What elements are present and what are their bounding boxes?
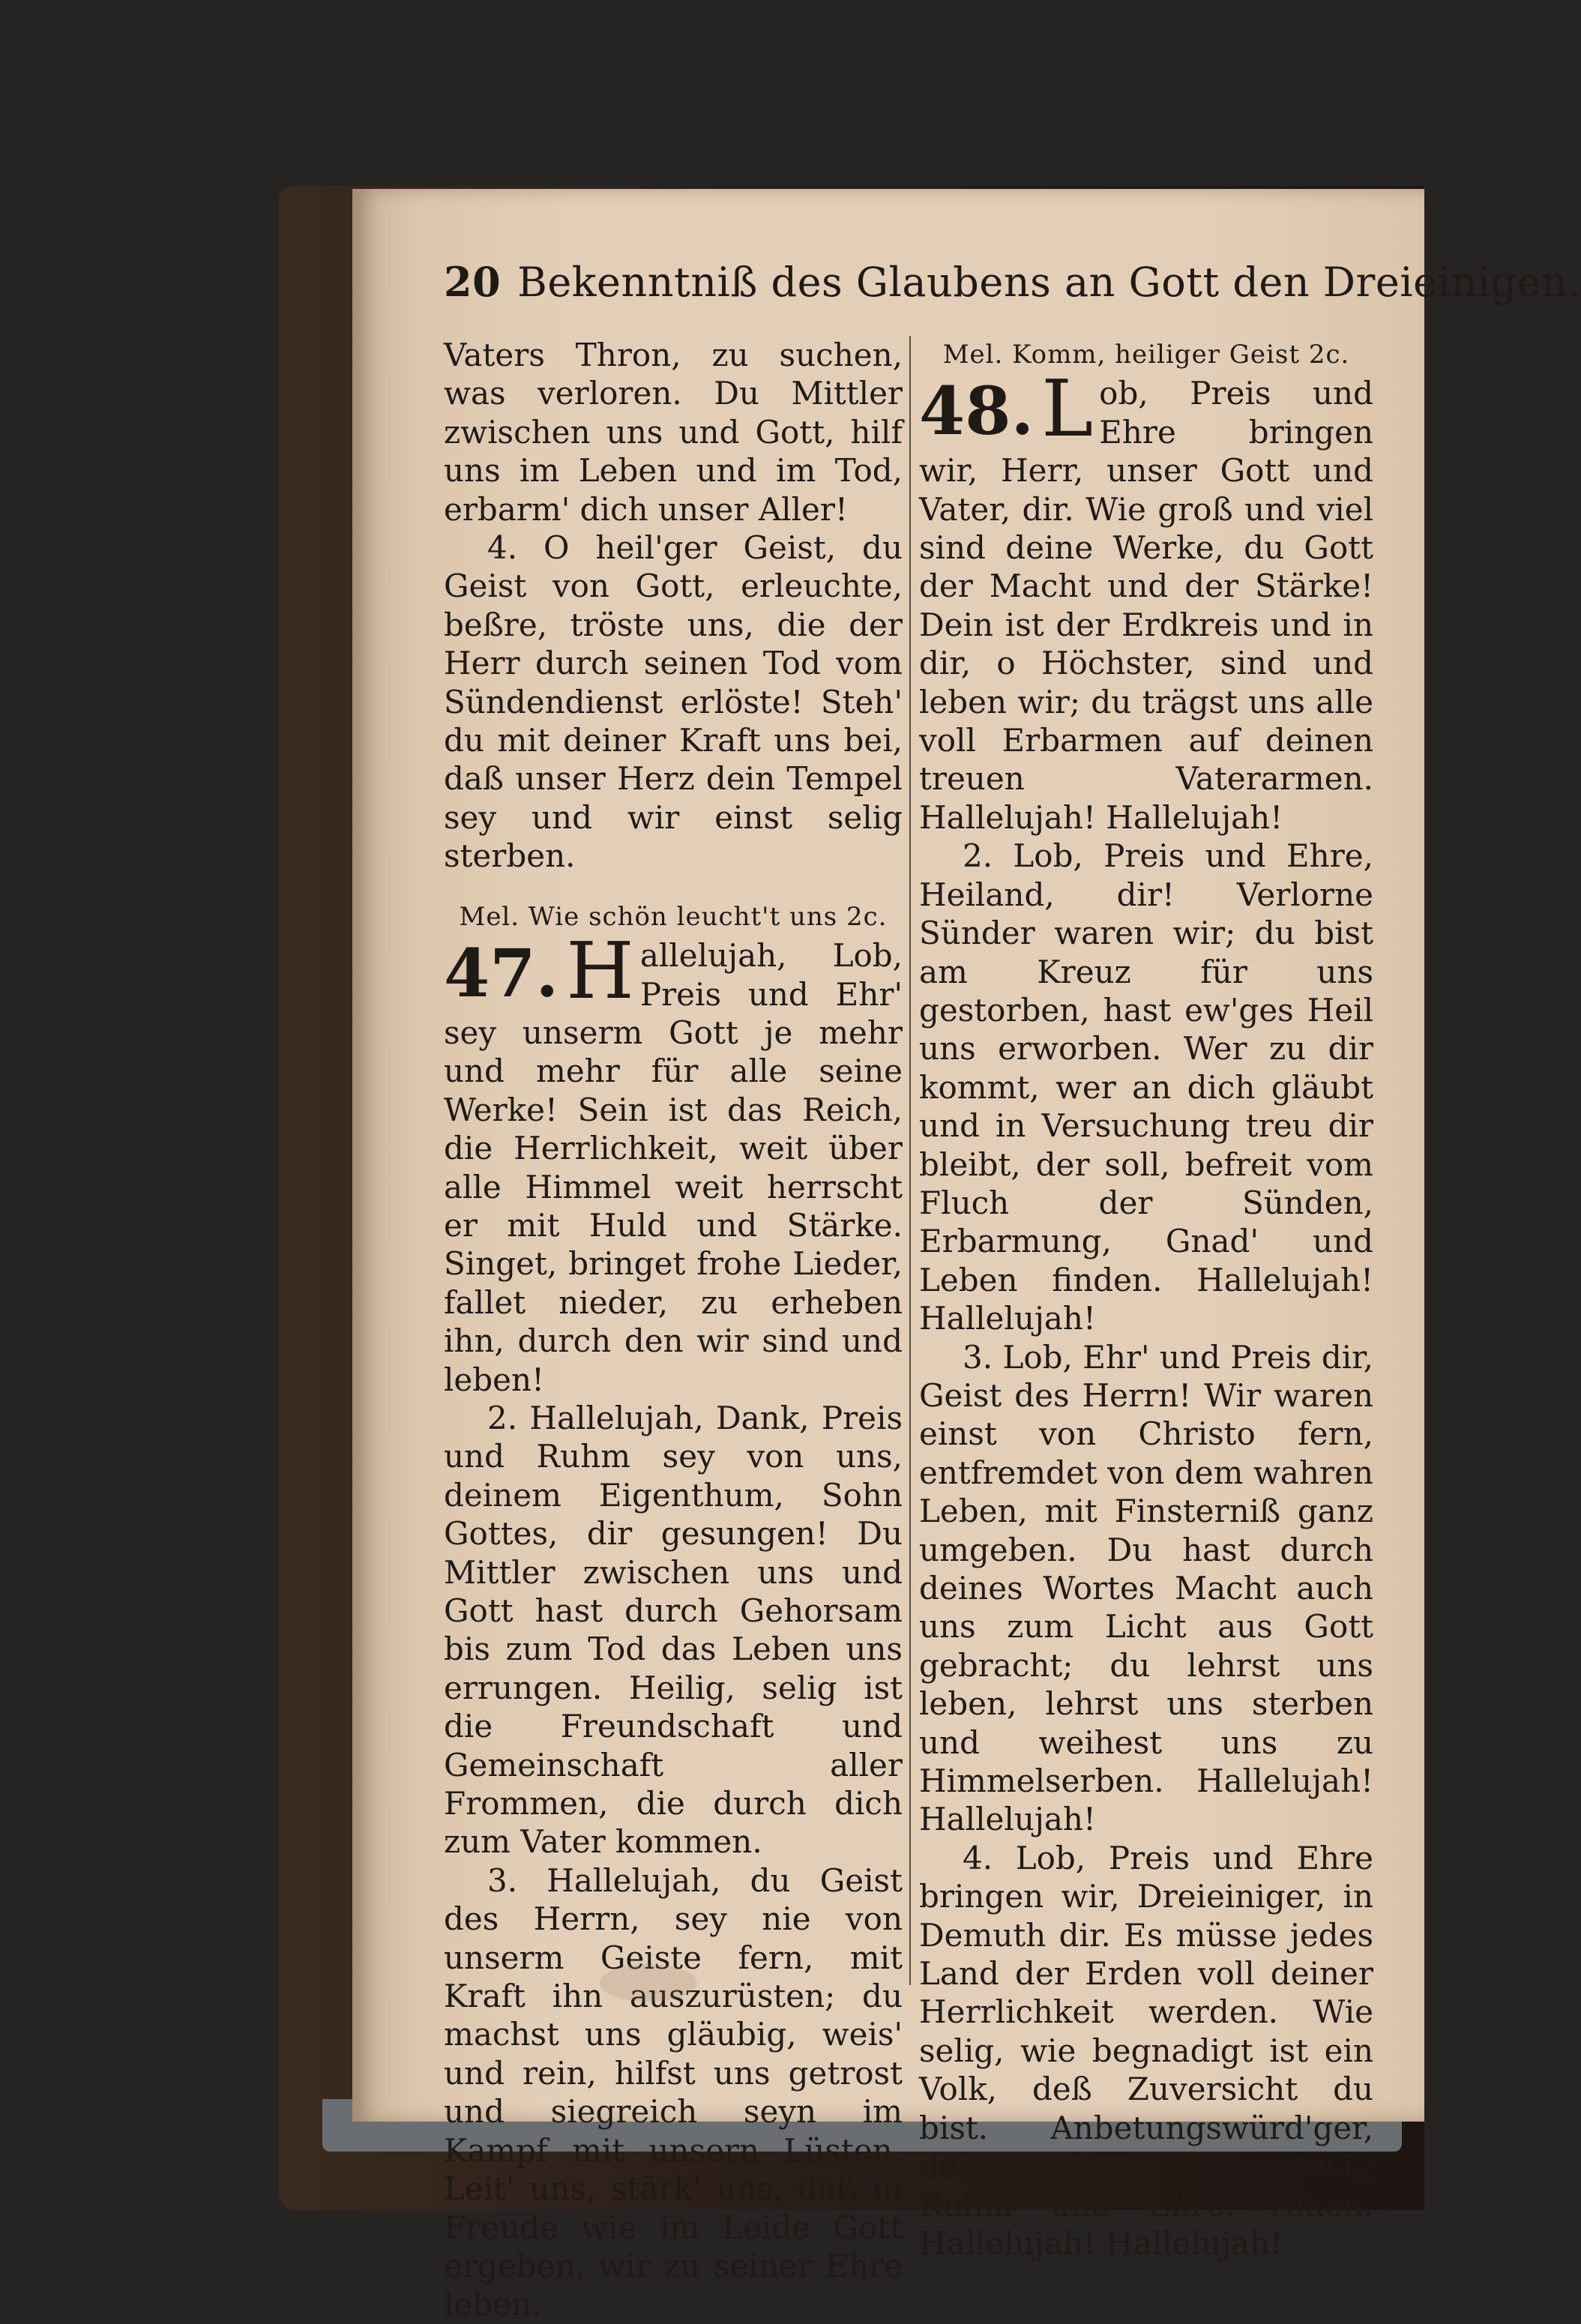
hymn-47-verse-3: 3. Hallelujah, du Geist des Herrn, sey nie von unserm Geiste fern, mit Kraft ihn auszurüsten; du machst uns gläubig, weis' und rein, hilfst uns getrost und siegreich seyn im Kampf mit unsern Lüsten. Leit' uns, stärk' uns, daß in Freude wie im Leide Gott ergeben, wir zu seiner Ehre leben. [444, 1861, 903, 2323]
melody-line-48: Mel. Komm, heiliger Geist 2c. [942, 340, 1350, 370]
hymn-48-verse-2: 2. Lob, Preis und Ehre, Heiland, dir! Verlorne Sünder waren wir; du bist am Kreuz für uns gestorben, hast ew'ges Heil uns erworben. Wer zu dir kommt, wer an dich gläubt und in Versuchung treu dir bleibt, der soll, befreit vom Fluch der Sünden, Erbarmung, Gnad' und Leben finden. Hallelujah! Hallelujah! [919, 837, 1373, 1337]
hymn-48-verse-3: 3. Lob, Ehr' und Preis dir, Geist des Herrn! Wir waren einst von Christo fern, entfremdet von dem wahren Leben, mit Finsterniß ganz umgeben. Du hast durch deines Wortes Macht auch uns zum Licht aus Gott gebracht; du lehrst uns leben, lehrst uns sterben und weihest uns zu Himmelserben. Hallelujah! Hallelujah! [919, 1338, 1373, 1838]
left-column [444, 336, 903, 2323]
verse-continuation: Vaters Thron, zu suchen, was verloren. Du Mittler zwischen uns und Gott, hilf uns im Leben und im Tod, erbarm' dich unser Aller! [444, 337, 903, 528]
hymn-47 [444, 925, 903, 1399]
verse-4: 4. O heil'ger Geist, du Geist von Gott, erleuchte, beßre, tröste uns, die der Herr durch seinen Tod vom Sündendienst erlöste! Steh' du mit deiner Kraft uns bei, daß unser Herz dein Tempel sey und wir einst selig sterben. [444, 529, 903, 875]
drop-cap: H [566, 925, 634, 1017]
hymn-number: 47. [444, 934, 559, 1013]
paper-stain [600, 1964, 697, 2002]
melody-line-47: Mel. Wie schön leucht't uns 2c. [459, 901, 888, 932]
hymn-48-verse-4: 4. Lob, Preis und Ehre bringen wir, Dreieiniger, in Demuth dir. Es müsse jedes Land der Erden voll deiner Herrlichkeit werden. Wie selig, wie begnadigt ist ein Volk, deß Zuversicht du bist. Anbetungswürd'ger, deinem Namen sey ewig Ruhm und Ehre. Amen. Hallelujah! Hallelujah! [919, 1839, 1373, 2262]
right-column [919, 336, 1373, 2262]
hymn-47-verse-1: allelujah, Lob, Preis und Ehr' sey unserm Gott je mehr und mehr für alle seine Werke! Sein ist das Reich, die Herrlichkeit, weit über alle Himmel weit herrscht er mit Huld und Stärke. Singet, bringet frohe Lieder, fallet nieder, zu erheben ihn, durch den wir sind und leben! [444, 937, 903, 1398]
hymn-47-verse-2: 2. Hallelujah, Dank, Preis und Ruhm sey von uns, deinem Eigenthum, Sohn Gottes, dir gesungen! Du Mittler zwischen uns und Gott hast durch Gehorsam bis zum Tod das Leben uns errungen. Heilig, selig ist die Freundschaft und Gemeinschaft aller Frommen, die durch dich zum Vater kommen. [444, 1399, 903, 1861]
page-number: 20 [444, 258, 502, 306]
column-divider [909, 336, 911, 1985]
running-title: Bekenntniß des Glaubens an Gott den Dreieinigen. [517, 259, 1581, 306]
hymn-48 [919, 363, 1373, 837]
running-header [444, 253, 1581, 310]
hymn-48-verse-1: ob, Preis und Ehre bringen wir, Herr, unser Gott und Vater, dir. Wie groß und viel sind deine Werke, du Gott der Macht und der Stärke! Dein ist der Erdkreis und in dir, o Höchster, sind und leben wir; du trägst uns alle voll Erbarmen auf deinen treuen Vaterarmen. Hallelujah! Hallelujah! [919, 375, 1373, 836]
drop-cap: L [1041, 363, 1094, 455]
hymn-number: 48. [919, 372, 1035, 451]
